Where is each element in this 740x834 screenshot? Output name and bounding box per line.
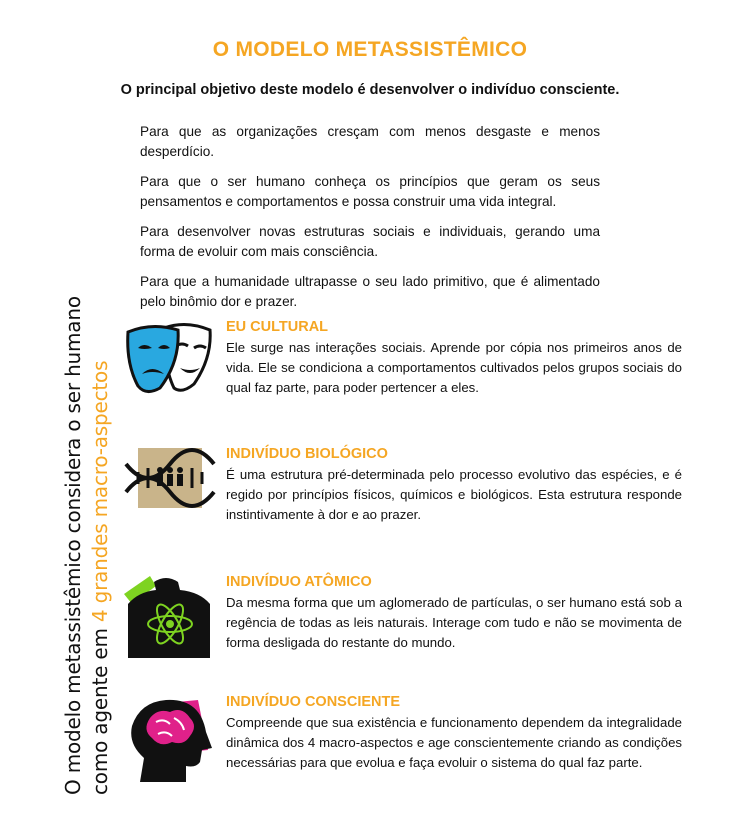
aspect-text: Compreende que sua existência e funcionamento dependem da integralidade dinâmica dos 4 macro-aspectos e age conscientemente criando as condições necessárias para que evolua e faça evoluir o sistema do qual faz parte. <box>226 715 682 770</box>
aspect-heading: EU CULTURAL <box>226 319 329 335</box>
aspect-text: Ele surge nas interações sociais. Aprende por cópia nos primeiros anos de vida. Ele se condiciona a comportamentos cultivados pelos grupos sociais do qual faz parte, para poder pertencer a eles. <box>226 340 682 395</box>
purpose-item: Para que as organizações cresçam com menos desgaste e menos desperdício. <box>140 124 600 159</box>
aspect-heading: INDIVÍDUO ATÔMICO <box>226 574 372 590</box>
side-caption-highlight: 4 grandes macro-aspectos <box>88 360 112 623</box>
aspect-text: É uma estrutura pré-determinada pelo processo evolutivo das espécies, e é regido por princípios físicos, químicos e biológicos. Esta estrutura responde instintivamente à dor e ao prazer. <box>226 467 682 522</box>
side-caption-prefix: como agente em <box>88 622 112 795</box>
side-caption <box>60 295 114 795</box>
dna-icon <box>124 446 216 510</box>
theater-masks-icon <box>124 318 214 396</box>
page-title: O MODELO METASSISTÊMICO <box>212 38 528 61</box>
aspect-heading: INDIVÍDUO BIOLÓGICO <box>226 446 388 462</box>
purpose-item: Para que a humanidade ultrapasse o seu lado primitivo, que é alimentado pelo binômio dor e prazer. <box>140 274 600 309</box>
purposes-list <box>140 122 600 322</box>
aspect-individuo-consciente <box>226 694 682 773</box>
aspect-eu-cultural <box>226 319 682 398</box>
head-brain-icon <box>126 696 216 786</box>
purpose-item: Para desenvolver novas estruturas sociais e individuais, gerando uma forma de evoluir com mais consciência. <box>140 224 600 259</box>
side-caption-line2 <box>87 295 114 795</box>
purpose-item: Para que o ser humano conheça os princípios que geram os seus pensamentos e comportamentos e possa construir uma vida integral. <box>140 174 600 209</box>
aspect-individuo-biologico <box>226 446 682 525</box>
page-subtitle: O principal objetivo deste modelo é desenvolver o indivíduo consciente. <box>120 82 620 98</box>
aspect-heading: INDIVÍDUO CONSCIENTE <box>226 694 401 710</box>
side-caption-line1: O modelo metassistêmico considera o ser humano <box>61 296 85 795</box>
atom-body-icon <box>120 572 216 658</box>
aspect-individuo-atomico <box>226 574 682 653</box>
aspect-text: Da mesma forma que um aglomerado de partículas, o ser humano está sob a regência de todas as leis naturais. Interage com tudo e não se movimenta de forma desligada do restante do mundo. <box>226 595 682 650</box>
